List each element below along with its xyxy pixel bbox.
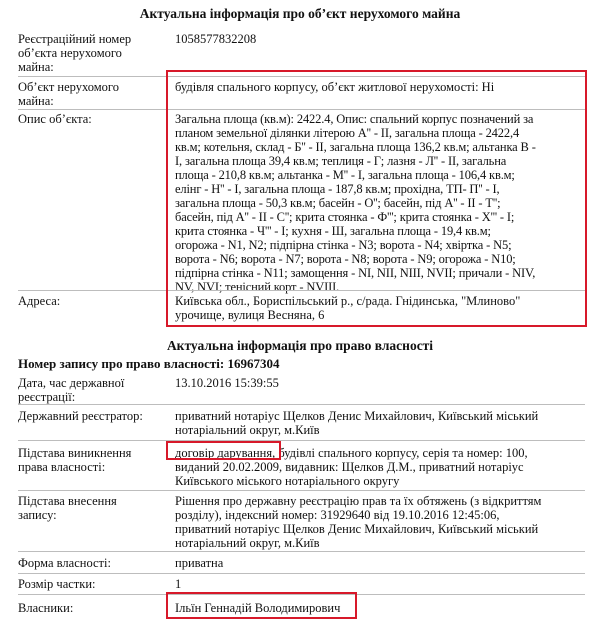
divider — [18, 290, 585, 291]
owners-label: Власники: — [18, 601, 74, 615]
ownership-basis-value: договір дарування, будівлі спального корпусу, серія та номер: 100, виданий 20.02.2009, видавник: Щелков Д.М., приватний нотаріус Київського міського нотаріального округу — [175, 446, 528, 488]
ownership-section-title: Актуальна інформація про право власності — [166, 338, 434, 353]
property-section-title: Актуальна інформація про об’єкт нерухомого майна — [139, 6, 461, 21]
ownership-form-value: приватна — [175, 556, 224, 570]
ownership-form-label: Форма власності: — [18, 556, 111, 570]
divider — [18, 594, 585, 595]
share-size-value: 1 — [175, 577, 182, 591]
description-label: Опис об’єкта: — [18, 112, 92, 126]
address-value: Київська обл., Бориспільський р., с/рада. Гнідинська, "Млиново" урочище, вулиця Весняна, 6 — [175, 294, 521, 322]
share-size-label: Розмір частки: — [18, 577, 96, 591]
registrar-value: приватний нотаріус Щелков Денис Михайлович, Київський міський нотаріальний округ, м.Київ — [175, 409, 539, 437]
divider — [18, 573, 585, 574]
entry-basis-label: Підстава внесення запису: — [18, 494, 117, 522]
divider — [18, 404, 585, 405]
entry-basis-value: Рішення про державну реєстрацію прав та їх обтяжень (з відкриттям розділу), індексний номер: 31929640 від 19.10.2016 12:45:06, приватний нотаріус Щелков Денис Михайлович, Київський міський нотаріальний округ, м.Київ — [175, 494, 542, 550]
object-label: Об’єкт нерухомого майна: — [18, 80, 119, 108]
object-value: будівля спального корпусу, об’єкт житлової нерухомості: Ні — [175, 80, 495, 94]
divider — [18, 551, 585, 552]
reg-number-value: 1058577832208 — [175, 32, 257, 46]
address-label: Адреса: — [18, 294, 61, 308]
ownership-basis-label: Підстава виникнення права власності: — [18, 446, 132, 474]
divider — [18, 76, 585, 77]
description-value: Загальна площа (кв.м): 2422.4, Опис: спальний корпус позначений за планом земельної ділянки літерою А'' - II, загальна площа - 2422,4 кв.м; котельня, склад - Б'' - II, загальна площа 136,2 кв.м; альтанка В - I, загальна площа 39,4 кв.м; теплиця - Г; лазня - Л'' - II, загальна площа - 210,8 кв.м; альтанка - М'' - I, загальна площа - 106,4 кв.м; елінг - Н'' - I, загальна площа - 187,8 кв.м; прохідна, ТП- П'' - I, загальна площа - 50,3 кв.м; басейн - О''; басейн, під А'' - II - Т''; басейн, під А'' - II - С''; крита стоянка - Ф'''; крита стоянка - Х''' - I; крита стоянка - Ч''' - I; кухня - Ш, загальна площа - 19,4 кв.м; огорожа - N1, N2; підпірна стінка - N3; ворота - N4; хвіртка - N5; ворота - N6; ворота - N7; ворота - N8; ворота - N9; огорожа - N10; підпірна стінка - N11; замощення - NI, NII, NIII, NVII; причали - NIV, NV, NVI; тенісний корт - NVIII. — [175, 112, 536, 294]
registration-date-value: 13.10.2016 15:39:55 — [175, 376, 279, 390]
divider — [18, 440, 585, 441]
reg-number-label: Реєстраційний номер об’єкта нерухомого майна: — [18, 32, 132, 74]
registrar-label: Державний реєстратор: — [18, 409, 143, 423]
registration-date-label: Дата, час державної реєстрації: — [18, 376, 125, 404]
divider — [18, 490, 585, 491]
divider — [18, 109, 585, 110]
owners-value: Ільїн Геннадій Володимирович — [175, 601, 341, 615]
record-number: Номер запису про право власності: 16967304 — [18, 356, 280, 371]
